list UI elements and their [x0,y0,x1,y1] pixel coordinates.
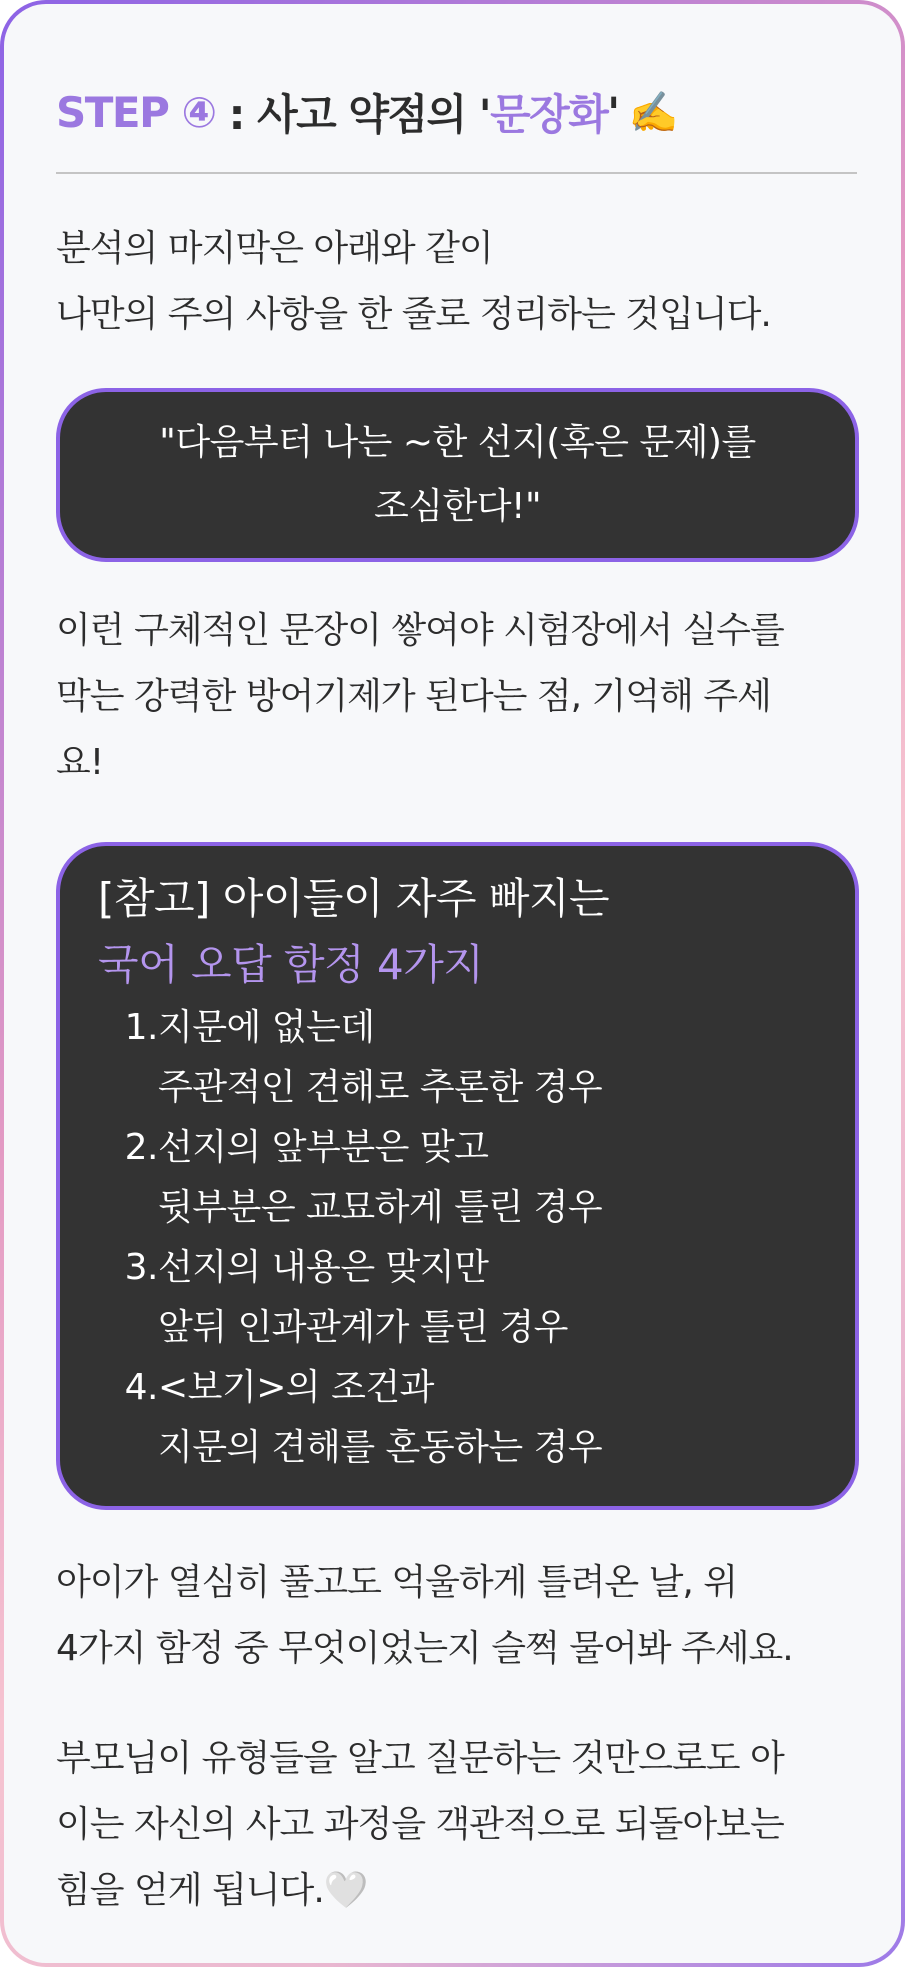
body-line: 이런 구체적인 문장이 쌓여야 시험장에서 실수를 [56,610,784,651]
list-text-line: 선지의 내용은 맞지만 [158,1247,489,1288]
tips-list [98,998,825,1478]
tips-subheading: 국어 오답 함정 4가지 [98,940,484,989]
list-text [158,1358,602,1478]
intro-line: 나만의 주의 사항을 한 줄로 정리하는 것입니다. [56,294,771,335]
list-text-line: <보기>의 조건과 [158,1367,434,1408]
tips-box [56,842,859,1510]
list-number: 2. [124,1127,158,1168]
list-text [158,1238,568,1358]
list-text [158,1118,602,1238]
list-number: 3. [124,1247,158,1288]
list-text-line: 주관적인 견해로 추론한 경우 [158,1067,603,1108]
list-text-line: 지문의 견해를 혼동하는 경우 [158,1427,603,1468]
body-line: 요! [56,742,104,783]
list-item [98,1118,825,1238]
quote-box [56,388,859,562]
list-text-line: 지문에 없는데 [158,1007,375,1048]
intro-line: 분석의 마지막은 아래와 같이 [56,228,493,269]
white-heart-icon: 🤍 [323,1870,368,1911]
quote-line: 조심한다!" [373,486,542,527]
closing-paragraph [56,1726,849,1924]
title-quote-end: ' [607,87,619,137]
body-line: 아이가 열심히 풀고도 억울하게 틀려온 날, 위 [56,1562,738,1603]
body-paragraph [56,1550,849,1682]
list-text-line: 앞뒤 인과관계가 틀린 경우 [158,1307,568,1348]
title-step: STEP ④ [56,87,216,137]
writing-hand-icon: ✍️ [628,89,677,136]
list-text-line: 뒷부분은 교묘하게 틀린 경우 [158,1187,603,1228]
list-number: 4. [124,1367,158,1408]
list-text-line: 선지의 앞부분은 맞고 [158,1127,489,1168]
page-title [56,82,849,142]
body-line: 이는 자신의 사고 과정을 객관적으로 되돌아보는 [56,1804,784,1845]
list-text [158,998,602,1118]
title-divider [56,172,857,174]
body-line [56,1858,849,1924]
body-line: 막는 강력한 방어기제가 된다는 점, 기억해 주세 [56,676,771,717]
list-item [98,1238,825,1358]
intro-paragraph [56,216,849,348]
list-number: 1. [124,1007,158,1048]
list-item [98,998,825,1118]
quote-line: "다음부터 나는 ~한 선지(혹은 문제)를 [159,422,756,463]
body-line: 부모님이 유형들을 알고 질문하는 것만으로도 아 [56,1738,784,1779]
title-highlight: 문장화 [490,90,608,139]
body-line: 4가지 함정 중 무엇이었는지 슬쩍 물어봐 주세요. [56,1628,793,1669]
closing-text: 힘을 얻게 됩니다. [56,1870,324,1911]
title-text: : 사고 약점의 ' [215,90,491,139]
tips-heading: [참고] 아이들이 자주 빠지는 [98,874,610,923]
list-item [98,1358,825,1478]
content-card [4,4,901,1963]
body-paragraph [56,598,849,796]
